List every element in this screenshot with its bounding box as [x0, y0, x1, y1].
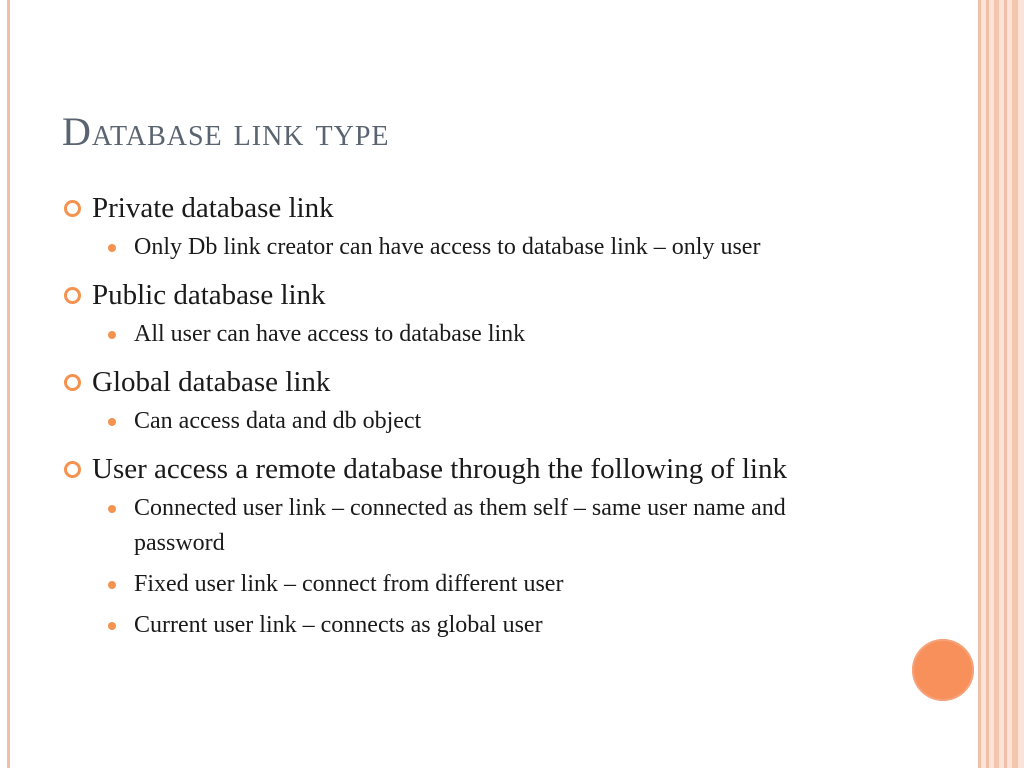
- decorative-circle: [912, 639, 974, 701]
- sub-bullet-text: Connected user link – connected as them self – same user name and password: [134, 495, 786, 556]
- bullet-list: [62, 188, 882, 643]
- sub-bullet-text: All user can have access to database link: [134, 321, 526, 347]
- left-frame-line: [7, 0, 10, 768]
- sub-bullet-item: [62, 608, 882, 643]
- sub-bullet-text: Current user link – connects as global user: [134, 612, 543, 638]
- sub-bullet-item: [62, 404, 882, 439]
- dot-bullet-icon: [108, 622, 116, 630]
- dot-bullet-icon: [108, 418, 116, 426]
- sub-bullet-item: [62, 230, 882, 265]
- bullet-item: [62, 188, 882, 228]
- ring-bullet-icon: [64, 374, 81, 391]
- ring-bullet-icon: [64, 200, 81, 217]
- sub-bullet-item: [62, 567, 882, 602]
- bullet-item: [62, 275, 882, 315]
- sub-bullet-item: [62, 491, 882, 561]
- dot-bullet-icon: [108, 581, 116, 589]
- bullet-text: Private database link: [92, 192, 334, 224]
- sub-bullet-text: Fixed user link – connect from different user: [134, 571, 564, 597]
- bullet-text: User access a remote database through the following of link: [92, 453, 787, 485]
- right-stripe: [986, 0, 989, 768]
- right-stripe: [1004, 0, 1007, 768]
- sub-bullet-text: Only Db link creator can have access to database link – only user: [134, 234, 761, 260]
- ring-bullet-icon: [64, 461, 81, 478]
- sub-bullet-item: [62, 317, 882, 352]
- bullet-text: Global database link: [92, 366, 331, 398]
- right-stripe: [978, 0, 981, 768]
- dot-bullet-icon: [108, 505, 116, 513]
- dot-bullet-icon: [108, 244, 116, 252]
- slide-title: Database link type: [62, 109, 390, 154]
- dot-bullet-icon: [108, 331, 116, 339]
- bullet-item: [62, 449, 882, 489]
- right-stripe: [1012, 0, 1018, 768]
- right-stripe: [994, 0, 999, 768]
- sub-bullet-text: Can access data and db object: [134, 408, 422, 434]
- bullet-text: Public database link: [92, 279, 326, 311]
- ring-bullet-icon: [64, 287, 81, 304]
- bullet-item: [62, 362, 882, 402]
